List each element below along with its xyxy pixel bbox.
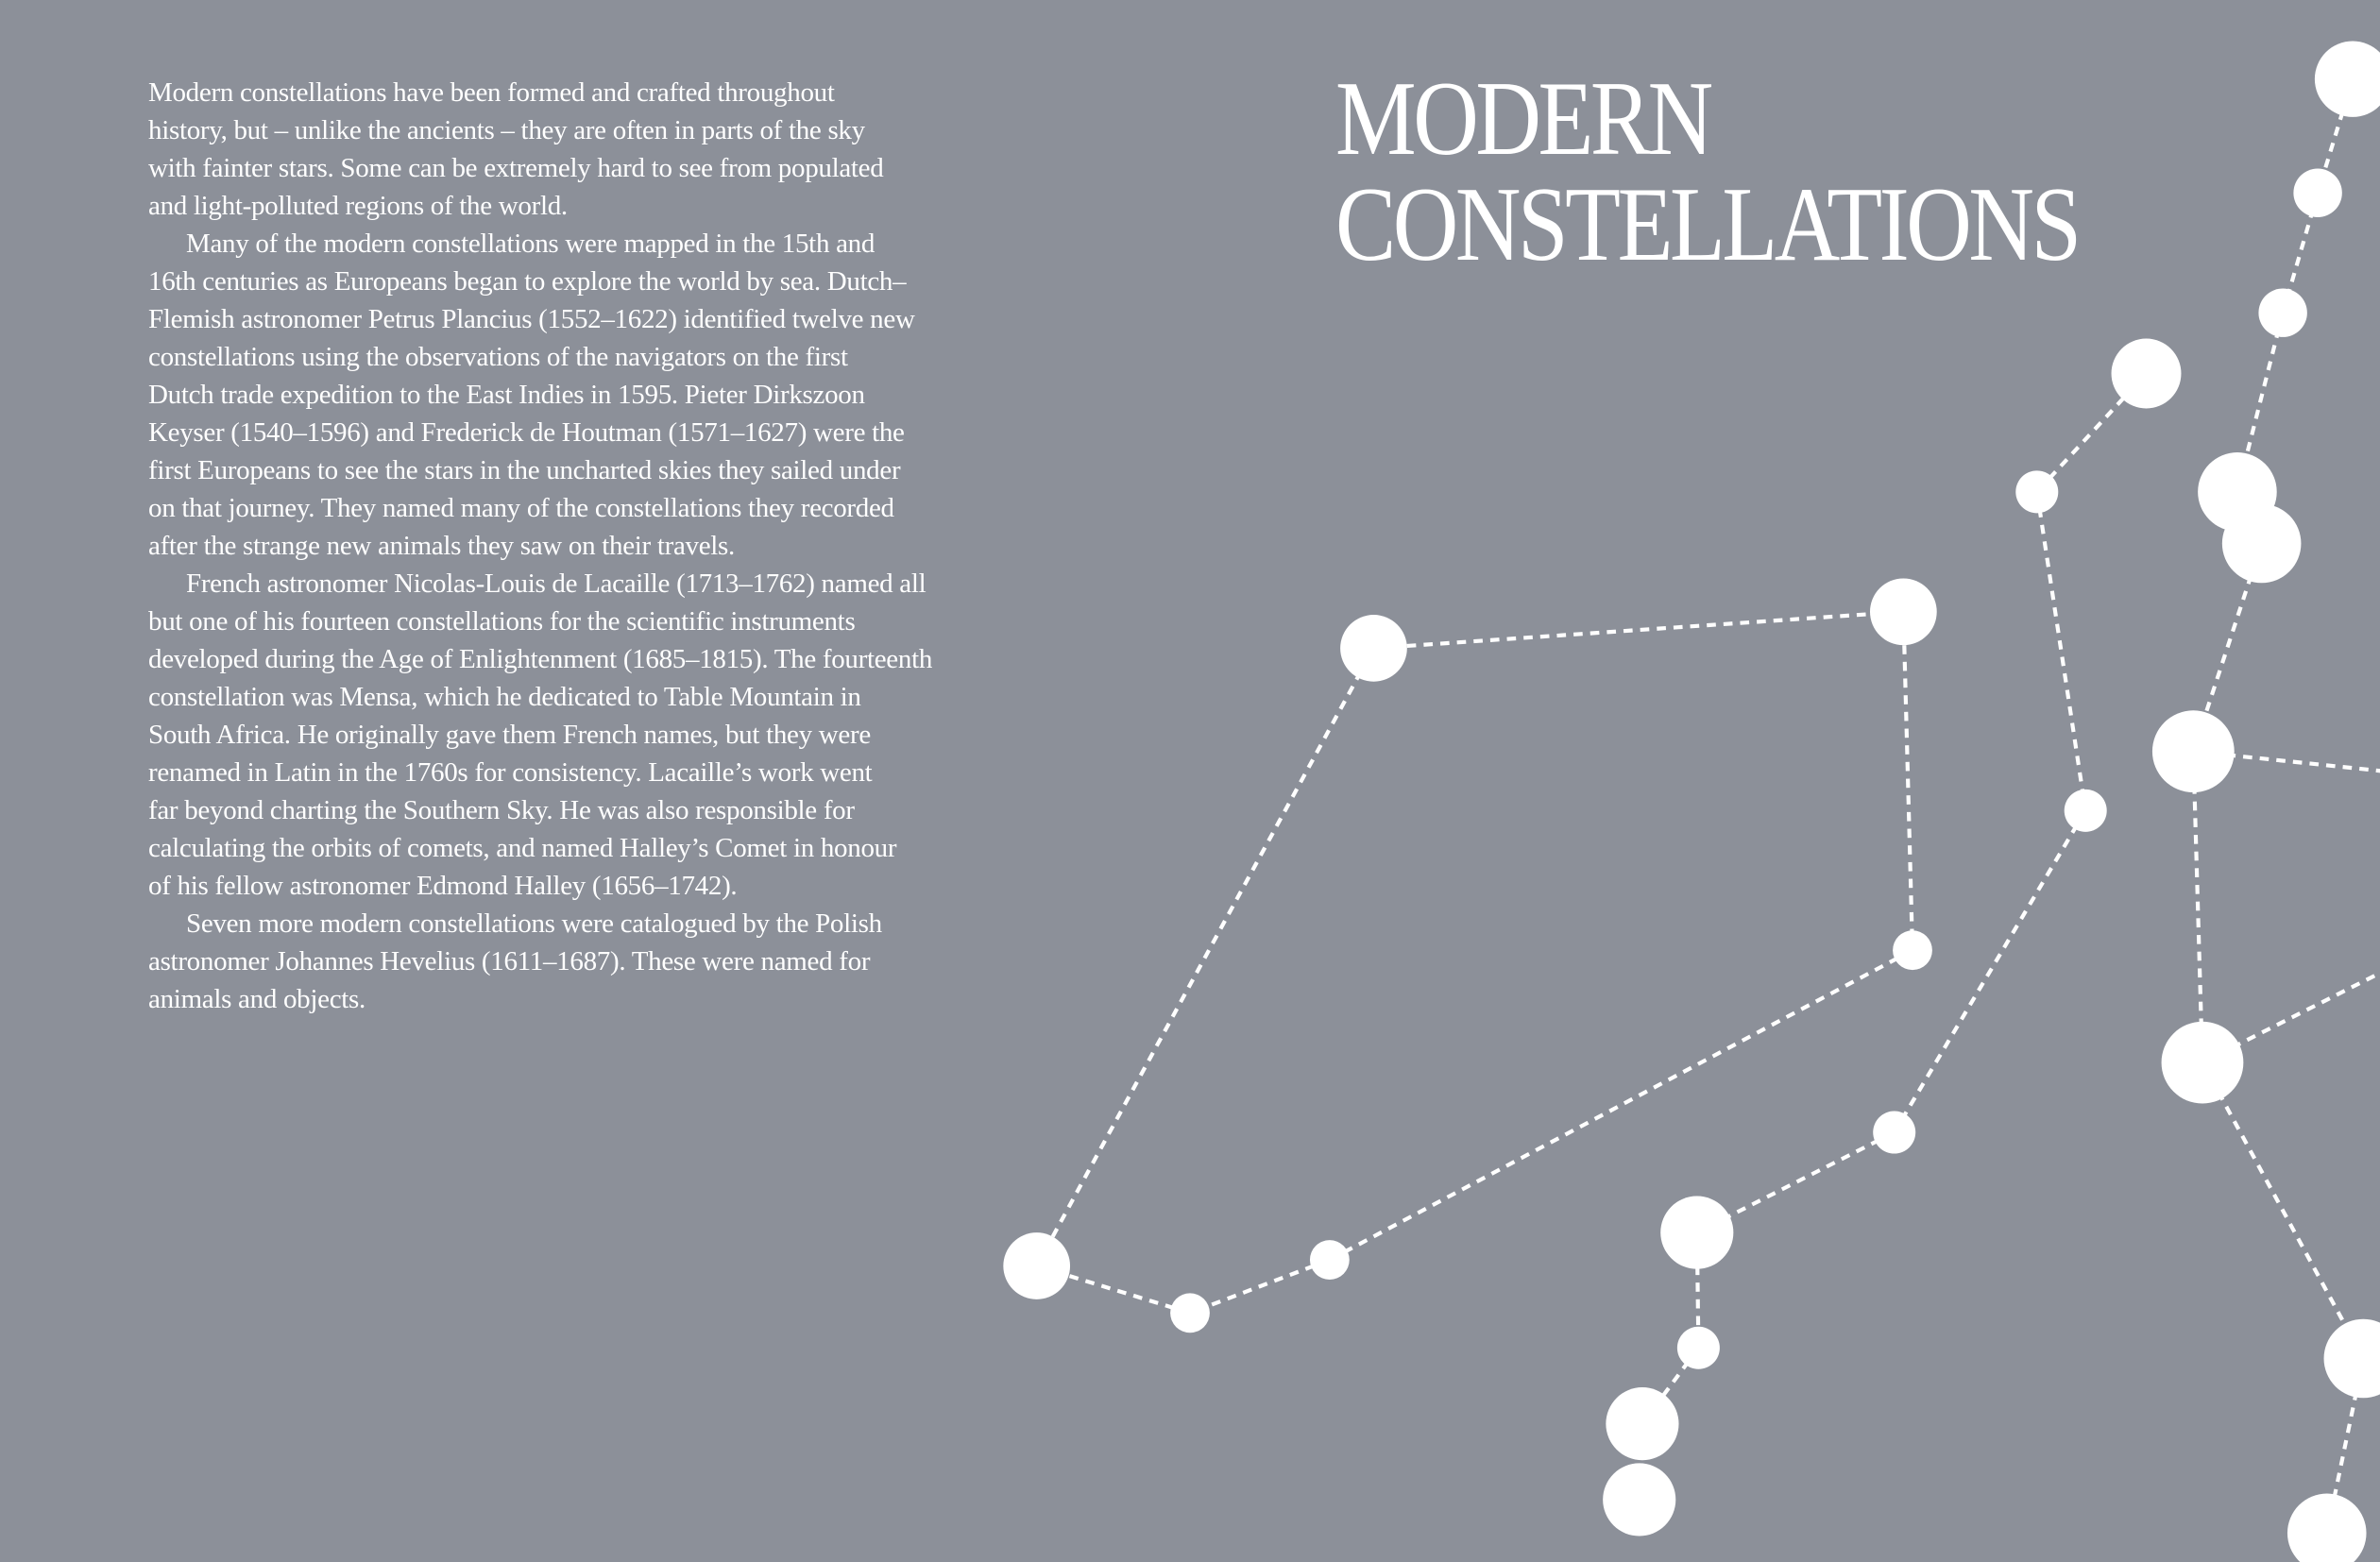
paragraph [148,905,1055,1018]
paragraph [148,225,1055,565]
text-line: calculating the orbits of comets, and named Halley’s Comet in honour [148,833,897,863]
star-icon [1603,1463,1675,1536]
constellation-link [2193,752,2202,1062]
text-line: Dutch trade expedition to the East Indies in 1595. Pieter Dirkszoon [148,380,865,410]
star-icon [2162,1022,2244,1104]
text-line: animals and objects. [148,984,366,1014]
star-icon [2324,1319,2380,1399]
text-line: French astronomer Nicolas-Louis de Lacaille (1713–1762) named all [186,569,926,599]
text-line: first Europeans to see the stars in the uncharted skies they sailed under [148,455,901,485]
star-icon [1170,1293,1210,1333]
star-icon [2112,339,2182,409]
page-title [1335,60,2079,283]
text-line: far beyond charting the Southern Sky. He was also responsible for [148,795,855,825]
star-icon [1606,1387,1678,1460]
text-line: with fainter stars. Some can be extremely hard to see from populated [148,153,884,183]
text-line: constellations using the observations of the navigators on the first [148,342,848,372]
text-line: South Africa. He originally gave them French names, but they were [148,720,871,750]
text-line: Modern constellations have been formed and crafted throughout [148,77,835,108]
text-line: Many of the modern constellations were mapped in the 15th and [186,229,876,259]
text-line: but one of his fourteen constellations for the scientific instruments [148,606,856,637]
text-line: renamed in Latin in the 1760s for consistency. Lacaille’s work went [148,757,873,788]
star-icon [2315,42,2380,117]
star-icon [2152,710,2235,792]
constellation-link [2202,1062,2363,1358]
text-line: and light-polluted regions of the world. [148,191,568,221]
star-icon [2287,1494,2367,1562]
star-icon [2293,169,2341,217]
title-line-2: CONSTELLATIONS [1335,166,2079,283]
constellation-link [1903,612,1912,950]
text-line: of his fellow astronomer Edmond Halley (1656–1742). [148,871,738,901]
star-icon [2065,789,2107,832]
text-line: Keyser (1540–1596) and Frederick de Houtman (1571–1627) were the [148,417,905,448]
text-line: 16th centuries as Europeans began to explore the world by sea. Dutch– [148,266,907,297]
body-text [148,74,1055,1018]
text-line: Flemish astronomer Petrus Plancius (1552–1622) identified twelve new [148,304,915,334]
paragraph [148,74,1055,225]
constellation-link [1037,648,1374,1265]
star-icon [1677,1327,1720,1369]
text-line: constellation was Mensa, which he dedicated to Table Mountain in [148,682,861,712]
star-icon [2258,288,2306,336]
text-line: Seven more modern constellations were catalogued by the Polish [186,908,882,939]
text-line: after the strange new animals they saw on their travels. [148,531,735,561]
star-icon [1893,930,1932,970]
star-icon [1873,1112,1915,1154]
text-line: developed during the Age of Enlightenment (1685–1815). The fourteenth [148,644,933,674]
text-line: on that journey. They named many of the constellations they recorded [148,493,894,523]
star-icon [1003,1232,1070,1299]
constellation-link [1895,810,2086,1132]
star-icon [1310,1240,1350,1280]
star-icon [2222,504,2302,584]
constellation-link [1373,612,1903,649]
text-line: astronomer Johannes Hevelius (1611–1687). These were named for [148,946,871,976]
title-line-1: MODERN [1335,60,1710,178]
text-line: history, but – unlike the ancients – they are often in parts of the sky [148,115,865,145]
constellation-link [1190,1260,1330,1313]
constellation-link [2037,492,2085,811]
star-icon [1660,1197,1733,1269]
constellation-link [1330,950,1912,1260]
star-icon [2015,470,2058,513]
star-icon [1340,615,1407,682]
paragraph [148,565,1055,905]
star-icon [1870,578,1937,645]
